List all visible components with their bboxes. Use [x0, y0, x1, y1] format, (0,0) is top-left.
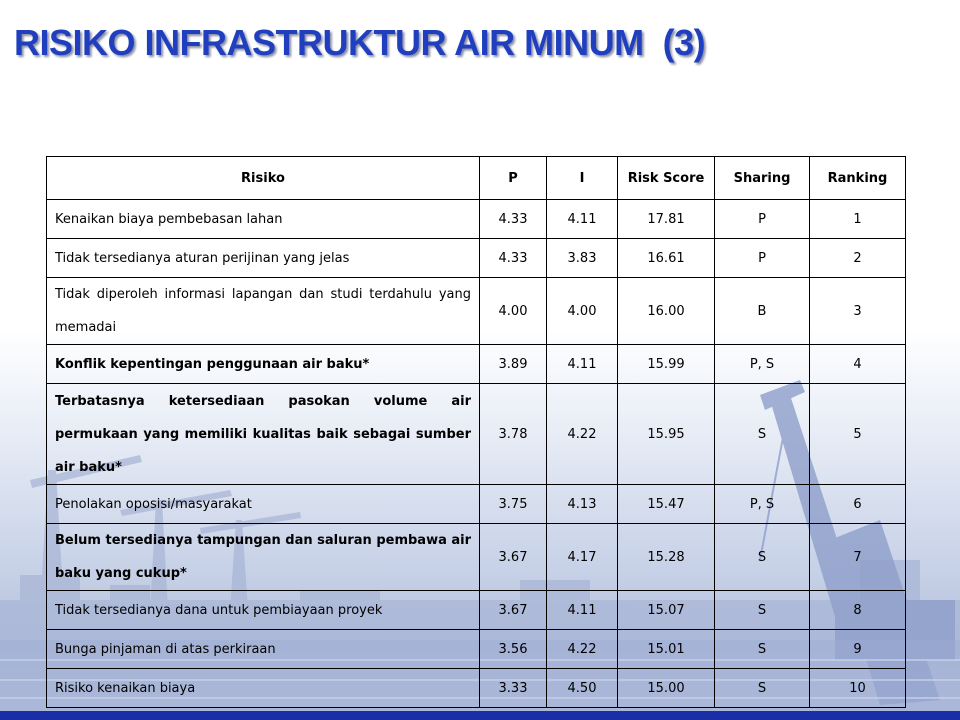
cell-i: 3.83: [547, 239, 618, 278]
cell-risk: Tidak tersedianya dana untuk pembiayaan proyek: [47, 591, 480, 630]
cell-sharing: S: [715, 630, 810, 669]
cell-i: 4.11: [547, 345, 618, 384]
cell-risk: Tidak diperoleh informasi lapangan dan studi terdahulu yang memadai: [47, 278, 480, 345]
table-row: [47, 524, 906, 591]
cell-rank: 1: [810, 200, 906, 239]
cell-i: 4.11: [547, 591, 618, 630]
cell-p: 4.00: [480, 278, 547, 345]
table-row: [47, 485, 906, 524]
footer-bar: [0, 711, 960, 720]
cell-score: 16.61: [618, 239, 715, 278]
cell-score: 16.00: [618, 278, 715, 345]
cell-score: 15.00: [618, 669, 715, 708]
cell-i: 4.17: [547, 524, 618, 591]
table-header-row: [47, 157, 906, 200]
cell-p: 3.78: [480, 384, 547, 485]
cell-risk: Konflik kepentingan penggunaan air baku*: [47, 345, 480, 384]
cell-score: 15.01: [618, 630, 715, 669]
cell-sharing: S: [715, 669, 810, 708]
cell-score: 15.99: [618, 345, 715, 384]
table-row: [47, 345, 906, 384]
cell-i: 4.11: [547, 200, 618, 239]
cell-p: 3.67: [480, 591, 547, 630]
cell-sharing: P, S: [715, 345, 810, 384]
table-row: [47, 591, 906, 630]
cell-i: 4.22: [547, 384, 618, 485]
cell-risk: Terbatasnya ketersediaan pasokan volume air permukaan yang memiliki kualitas baik sebagai sumber air baku*: [47, 384, 480, 485]
cell-sharing: S: [715, 591, 810, 630]
header-sharing: Sharing: [715, 157, 810, 200]
cell-p: 3.75: [480, 485, 547, 524]
cell-rank: 9: [810, 630, 906, 669]
cell-risk: Penolakan oposisi/masyarakat: [47, 485, 480, 524]
cell-p: 3.56: [480, 630, 547, 669]
cell-rank: 6: [810, 485, 906, 524]
cell-rank: 4: [810, 345, 906, 384]
cell-sharing: S: [715, 384, 810, 485]
cell-p: 3.67: [480, 524, 547, 591]
cell-risk: Belum tersedianya tampungan dan saluran pembawa air baku yang cukup*: [47, 524, 480, 591]
cell-rank: 3: [810, 278, 906, 345]
cell-risk: Risiko kenaikan biaya: [47, 669, 480, 708]
cell-i: 4.00: [547, 278, 618, 345]
cell-rank: 10: [810, 669, 906, 708]
cell-p: 3.33: [480, 669, 547, 708]
cell-risk: Bunga pinjaman di atas perkiraan: [47, 630, 480, 669]
slide-title: RISIKO INFRASTRUKTUR AIR MINUM (3): [14, 22, 706, 63]
cell-rank: 8: [810, 591, 906, 630]
cell-p: 3.89: [480, 345, 547, 384]
cell-risk: Tidak tersedianya aturan perijinan yang jelas: [47, 239, 480, 278]
table-row: [47, 669, 906, 708]
cell-i: 4.50: [547, 669, 618, 708]
cell-sharing: S: [715, 524, 810, 591]
cell-i: 4.22: [547, 630, 618, 669]
header-p: P: [480, 157, 547, 200]
cell-i: 4.13: [547, 485, 618, 524]
cell-sharing: P: [715, 200, 810, 239]
cell-score: 15.07: [618, 591, 715, 630]
cell-rank: 2: [810, 239, 906, 278]
cell-score: 17.81: [618, 200, 715, 239]
cell-rank: 7: [810, 524, 906, 591]
cell-sharing: P, S: [715, 485, 810, 524]
cell-score: 15.47: [618, 485, 715, 524]
cell-sharing: B: [715, 278, 810, 345]
header-risk-score: Risk Score: [618, 157, 715, 200]
cell-score: 15.28: [618, 524, 715, 591]
table-row: [47, 200, 906, 239]
table-row: [47, 630, 906, 669]
header-i: I: [547, 157, 618, 200]
table-row: [47, 239, 906, 278]
cell-rank: 5: [810, 384, 906, 485]
header-risiko: Risiko: [47, 157, 480, 200]
cell-score: 15.95: [618, 384, 715, 485]
table-row: [47, 384, 906, 485]
cell-risk: Kenaikan biaya pembebasan lahan: [47, 200, 480, 239]
risk-table: [46, 156, 906, 708]
cell-sharing: P: [715, 239, 810, 278]
table-row: [47, 278, 906, 345]
header-ranking: Ranking: [810, 157, 906, 200]
cell-p: 4.33: [480, 200, 547, 239]
cell-p: 4.33: [480, 239, 547, 278]
